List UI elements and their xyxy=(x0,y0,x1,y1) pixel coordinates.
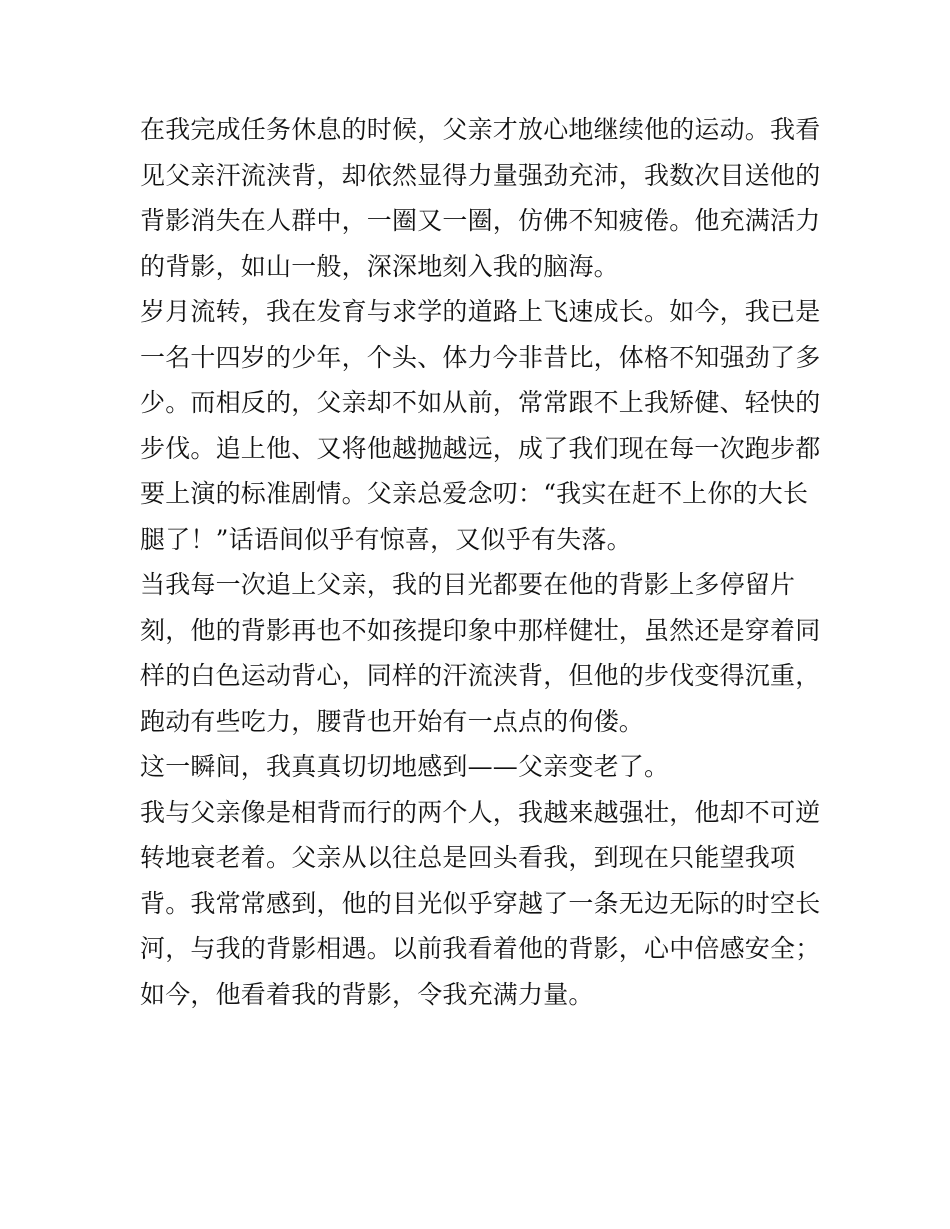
text-line: 我与父亲像是相背而行的两个人，我越来越强壮，他却不可逆 xyxy=(140,797,821,827)
paragraph-4 xyxy=(140,744,820,790)
text-line: 一名十四岁的少年，个头、体力今非昔比，体格不知强劲了多 xyxy=(140,342,821,372)
text-line: 如今，他看着我的背影，令我充满力量。 xyxy=(140,979,594,1009)
text-line: 见父亲汗流浃背，却依然显得力量强劲充沛，我数次目送他的 xyxy=(140,160,821,190)
paragraph-2 xyxy=(140,289,820,562)
text-line: 转地衰老着。父亲从以往总是回头看我，到现在只能望我项 xyxy=(140,843,796,872)
paragraph-5 xyxy=(140,790,820,1018)
text-line: 背。我常常感到，他的目光似乎穿越了一条无边无际的时空长 xyxy=(140,888,821,918)
text-line: 在我完成任务休息的时候，父亲才放心地继续他的运动。我看 xyxy=(140,115,821,144)
text-line: 跑动有些吃力，腰背也开始有一点点的佝偻。 xyxy=(140,706,645,736)
text-line: 刻，他的背影再也不如孩提印象中那样健壮，虽然还是穿着同 xyxy=(140,615,821,645)
text-line: 腿了！”话语间似乎有惊喜，又似乎有失落。 xyxy=(140,524,632,554)
text-line: 当我每一次追上父亲，我的目光都要在他的背影上多停留片 xyxy=(140,570,796,599)
text-line: 步伐。追上他、又将他越抛越远，成了我们现在每一次跑步都 xyxy=(140,433,821,463)
text-line: 这一瞬间，我真真切切地感到——父亲变老了。 xyxy=(140,752,670,781)
document-body xyxy=(140,107,820,1017)
text-line: 样的白色运动背心，同样的汗流浃背，但他的步伐变得沉重， xyxy=(140,661,821,690)
text-line: 要上演的标准剧情。父亲总爱念叨：“我实在赶不上你的大长 xyxy=(140,479,809,508)
text-line: 的背影，如山一般，深深地刻入我的脑海。 xyxy=(140,251,619,281)
paragraph-3 xyxy=(140,562,820,744)
text-line: 少。而相反的，父亲却不如从前，常常跟不上我矫健、轻快的 xyxy=(140,388,821,417)
paragraph-1 xyxy=(140,107,820,289)
text-line: 背影消失在人群中，一圈又一圈，仿佛不知疲倦。他充满活力 xyxy=(140,206,821,235)
text-line: 岁月流转，我在发育与求学的道路上飞速成长。如今，我已是 xyxy=(140,297,821,326)
text-line: 河，与我的背影相遇。以前我看着他的背影，心中倍感安全； xyxy=(140,934,821,963)
